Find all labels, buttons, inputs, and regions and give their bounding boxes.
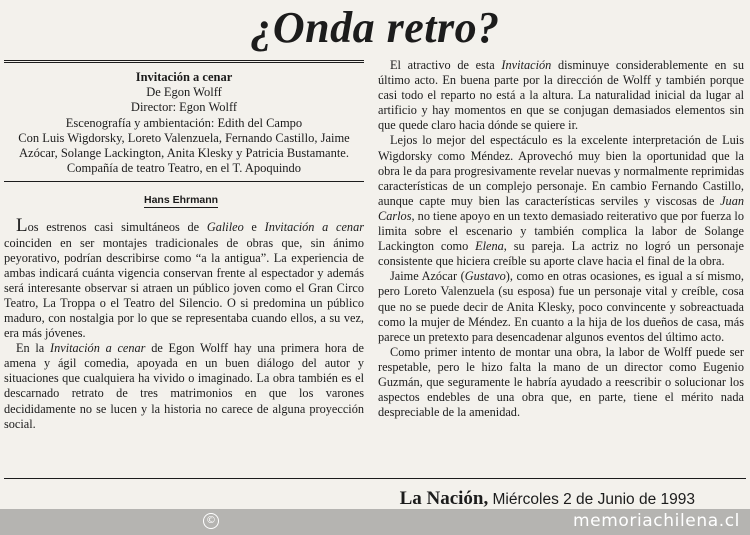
paragraph-text: coinciden en ser montajes tradicionales de obras que, sin ánimo peyorativo, podrían describirse como “a la antigua”. La experiencia de ambas indicará cuánta vigencia conservan frente al espectador y además será interesante observar si atraen un público joven como el Gran Circo Teatro, La Troppa o el Teatro del Silencio. O si predomina un público maduro, con nostalgia por lo que se representaba cuando ellos, a su vez, era más jóvenes.	[4, 235, 364, 341]
article-paragraph	[4, 215, 364, 341]
italic-title-text: Invitación	[501, 58, 552, 72]
play-director: Director: Egon Wolff	[130, 100, 238, 115]
paragraph-text: El atractivo de esta	[390, 58, 502, 72]
article-headline: ¿Onda retro?	[250, 3, 500, 52]
play-author: De Egon Wolff	[146, 85, 222, 100]
newspaper-name: La Nación,	[399, 488, 489, 509]
play-title: Invitación a cenar	[135, 70, 233, 84]
play-cast: Con Luis Wigdorsky, Loreto Valenzuela, Fernando Castillo, Jaime Azócar, Solange Lackington, Anita Klesky y Patricia Bustamante.	[18, 130, 350, 161]
italic-title-text: Invitación a cenar	[264, 220, 364, 235]
watermark-text: memoriachilena.cl	[572, 511, 740, 531]
paragraph-text: Jaime Azócar (	[390, 269, 465, 284]
credits-top-rule	[4, 60, 364, 63]
paragraph-text: os estrenos casi simultáneos de	[27, 220, 207, 235]
paragraph-text: En la	[16, 341, 50, 356]
paragraph-text: ), como en otras ocasiones, es igual a sí mismo, pero Loreto Valenzuela (su esposa) fue un personaje vital y creíble, cosa que no se puede decir de Anita Klesky, poco convincente y sobreactuada como la mujer de Méndez. En cuanto a la hija de los dueños de casa, más parece un pretexto para desencadenar algunos eventos del último acto.	[378, 269, 745, 344]
italic-title-text: Invitación a cenar	[50, 341, 146, 356]
newspaper-footer	[400, 488, 695, 510]
copyright-icon: ©	[203, 513, 219, 529]
paragraph-text: , su pareja. La actriz no logró un personaje consistente que hiciera creíble su aporte clave hacia el final de la obra.	[378, 239, 744, 269]
play-scenography: Escenografía y ambientación: Edith del Campo	[65, 115, 303, 130]
italic-title-text: Galileo	[206, 220, 244, 235]
italic-title-text: Gustavo	[464, 269, 506, 284]
paragraph-text: Lejos lo mejor del espectáculo es la excelente interpretación de Luis Wigdorsky como Méndez. Aprovechó muy bien la oportunidad que la obra le da para progresivamente revelar nuevas y normalmente reprimidas características de un complejo personaje. En cambio Fernando Castillo, aunque capte muy bien las características serviles y viscosas de	[378, 133, 744, 208]
byline: Hans Ehrmann	[144, 194, 219, 207]
drop-cap: L	[16, 215, 28, 237]
paragraph-text: Como primer intento de montar una obra, la labor de Wolff puede ser respetable, pero le hizo falta la mano de un director como Eugenio Guzmán, que seguramente le habría ayudado a reescribir o solucionar los aspectos endebles de una obra que, en parte, tiene el mérito nada despreciable de la amenidad.	[378, 344, 744, 420]
footer-rule	[4, 478, 746, 479]
italic-title-text: Elena	[475, 239, 504, 254]
paragraph-text: , no tiene apoyo en un texto demasiado reiterativo que por fuerza lo limita sobre el escenario y también complica la labor de Solange Lackington como	[378, 208, 744, 254]
article-paragraph	[378, 345, 744, 420]
credits-block	[4, 70, 364, 176]
paragraph-text: disminuye considerablemente en su último acto. En buena parte por la dirección de Wolff y también porque casi todo el reparto no está a la altura. La naturalidad inicial da lugar al artificio y hay momentos en que se conjugan demasiados elementos sin que quede claro hacia dónde se quiere ir.	[378, 58, 744, 133]
left-body	[4, 215, 364, 431]
italic-title-text: Juan Carlos	[378, 193, 744, 223]
article-paragraph	[378, 58, 744, 133]
article-paragraph	[378, 269, 744, 344]
byline-block	[4, 181, 364, 208]
paragraph-text: e	[243, 220, 265, 235]
article-paragraph	[378, 133, 744, 269]
article-paragraph	[4, 341, 364, 432]
right-column	[378, 58, 744, 420]
play-company: Compañía de teatro Teatro, en el T. Apoquindo	[66, 161, 302, 176]
paragraph-text: de Egon Wolff hay una primera hora de amena y ágil comedia, apoyada en un buen diálogo del autor y situaciones que cualquiera ha vivido o imaginado. La obra también es el descarnado retrato de tres matrimonios en que los varones decididamente no se lucen y la historia no carece de alguna proyección social.	[4, 341, 364, 431]
publication-date: Miércoles 2 de Junio de 1993	[492, 491, 695, 508]
left-column	[4, 60, 364, 432]
